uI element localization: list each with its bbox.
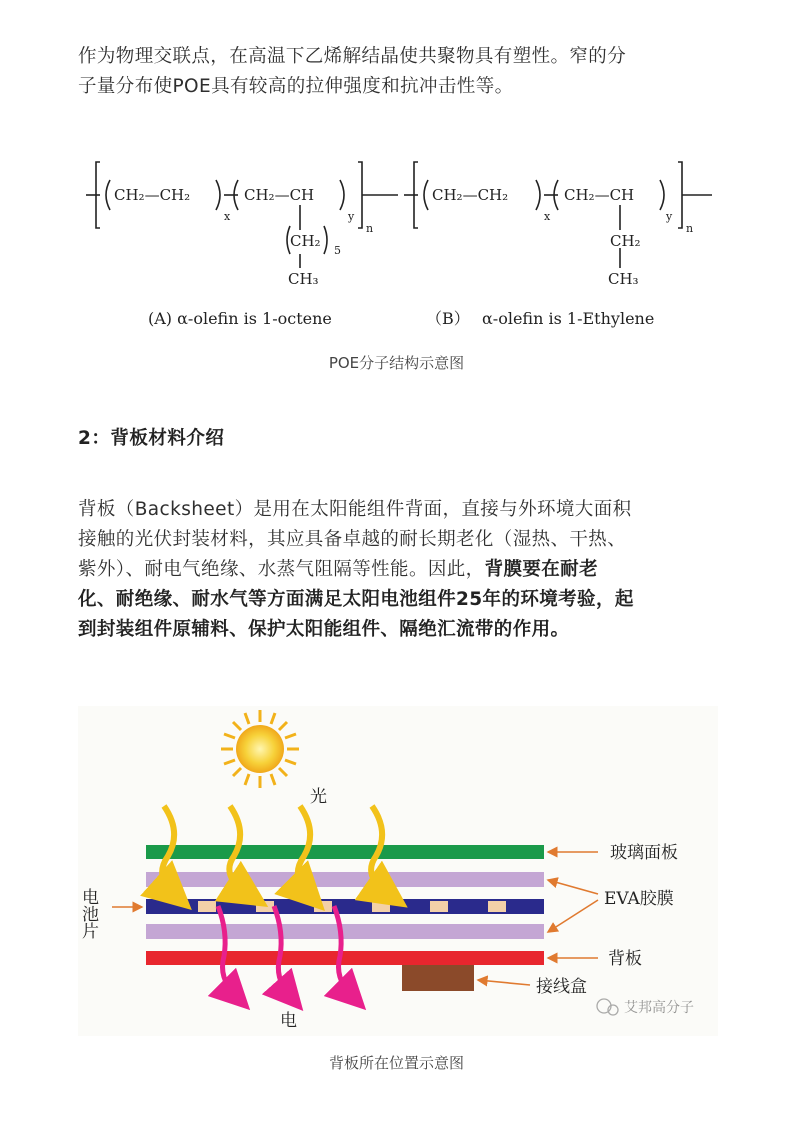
- section-line-1: 背板（Backsheet）是用在太阳能组件背面，直接与外环境大面积: [78, 499, 632, 520]
- formula-a-unit2: CH₂—CH: [244, 186, 315, 204]
- backsheet-diagram: [78, 706, 718, 1036]
- label-light: 光: [310, 787, 327, 807]
- poe-structure-figure: [78, 150, 718, 340]
- label-eva: EVA胶膜: [604, 889, 674, 909]
- poe-structure-svg: [78, 150, 718, 340]
- formula-b-terminal: CH₃: [608, 270, 639, 288]
- formula-a-branch: CH₂: [290, 232, 321, 250]
- poe-figure-caption: POE分子结构示意图: [328, 354, 465, 372]
- backsheet-layer: [146, 951, 544, 965]
- backsheet-diagram-svg: [78, 706, 718, 1036]
- formula-a-sub-y: y: [348, 210, 355, 223]
- formula-b-unit2: CH₂—CH: [564, 186, 635, 204]
- backsheet-figure-caption: 背板所在位置示意图: [328, 1054, 464, 1072]
- formula-a-label: (A) α-olefin is 1-octene: [148, 309, 332, 328]
- section-line-2: 接触的光伏封装材料，其应具备卓越的耐长期老化（湿热、干热、: [78, 529, 627, 550]
- label-glass: 玻璃面板: [610, 843, 678, 863]
- formula-b-unit1: CH₂—CH₂: [432, 186, 509, 204]
- eva-layer-bottom: [146, 924, 544, 939]
- label-arrows: [112, 852, 598, 985]
- section-heading: 2：背板材料介绍: [78, 428, 225, 449]
- label-cell: 电池片: [78, 888, 98, 939]
- formula-a-branch-sub: 5: [334, 244, 341, 257]
- formula-a-sub-n: n: [366, 222, 374, 235]
- formula-a-unit1: CH₂—CH₂: [114, 186, 191, 204]
- formula-b-branch: CH₂: [610, 232, 641, 250]
- section-line-3-bold: 背膜要在耐老: [484, 559, 598, 580]
- formula-b-sub-n: n: [686, 222, 694, 235]
- watermark-text: 艾邦高分子: [624, 1000, 694, 1016]
- section-line-4-bold: 化、耐绝缘、耐水气等方面满足太阳电池组件25年的环境考验，起: [78, 589, 634, 610]
- intro-line-2: 子量分布使POE具有较高的拉伸强度和抗冲击性等。: [78, 76, 514, 97]
- label-junction: 接线盒: [536, 977, 587, 997]
- formula-a-sub-x: x: [224, 210, 231, 223]
- intro-paragraph: [78, 42, 718, 102]
- watermark: [597, 999, 694, 1016]
- glass-layer: [146, 845, 544, 859]
- formula-b-label-prefix: （B）: [426, 309, 470, 328]
- formula-b-sub-x: x: [544, 210, 551, 223]
- label-electric: 电: [280, 1011, 297, 1031]
- section-paragraph: [78, 495, 718, 645]
- sun-icon: [221, 710, 299, 788]
- intro-line-1: 作为物理交联点，在高温下乙烯解结晶使共聚物具有塑性。窄的分: [78, 46, 627, 67]
- junction-box: [402, 965, 474, 991]
- eva-layer-top: [146, 872, 544, 887]
- section-line-3: 紫外）、耐电气绝缘、水蒸气阻隔等性能。因此，: [78, 559, 485, 580]
- label-backsheet: 背板: [608, 949, 642, 969]
- formula-b-sub-y: y: [666, 210, 673, 223]
- section-line-5-bold: 到封装组件原辅料、保护太阳能组件、隔绝汇流带的作用。: [78, 619, 570, 640]
- formula-a-terminal: CH₃: [288, 270, 319, 288]
- formula-b-label: α-olefin is 1-Ethylene: [482, 309, 655, 328]
